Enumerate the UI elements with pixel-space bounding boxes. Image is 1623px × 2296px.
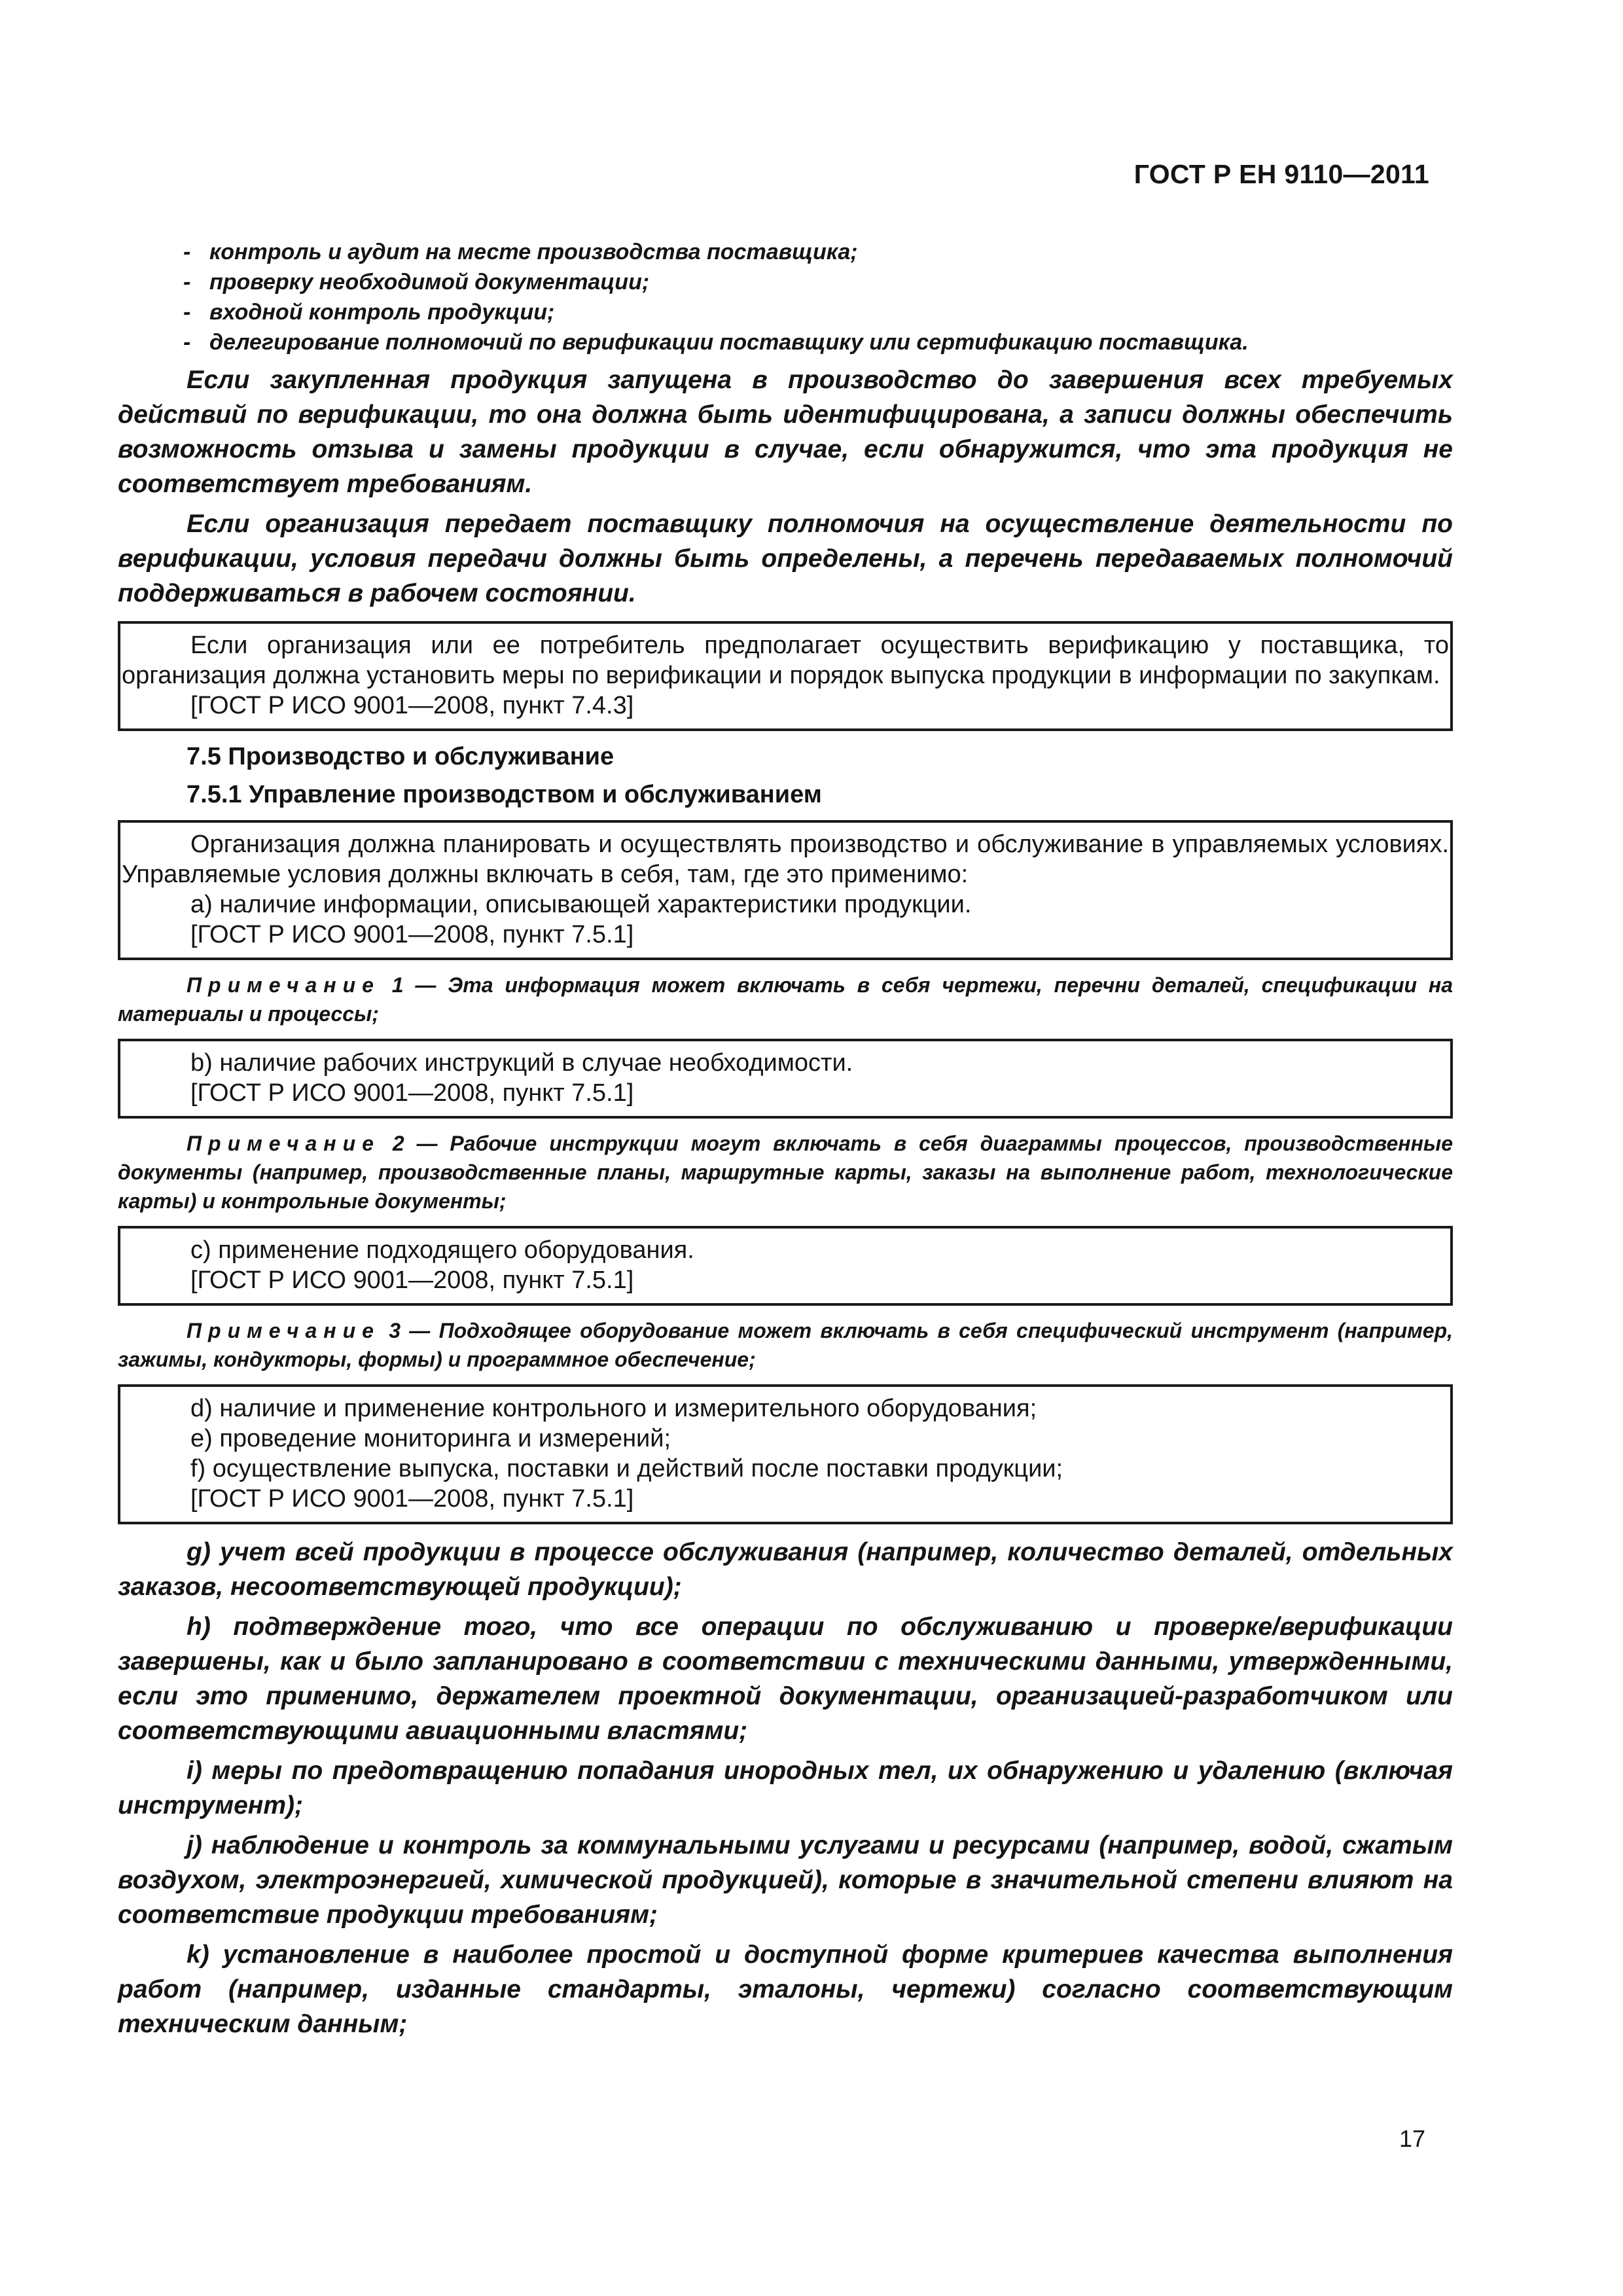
quoted-box-7-4-3 (118, 621, 1453, 731)
quoted-box-7-5-1-def (118, 1384, 1453, 1524)
item-j: j) наблюдение и контроль за коммунальными услугами и ресурсами (например, водой, сжатым воздухом, электроэнергией, химической продукцией), которые в значительной степени влияют на соответствие продукции требованиям; (118, 1831, 1453, 1929)
quoted-text: Если организация или ее потребитель предполагает осуществить верификацию у поставщика, то организация должна установить меры по верификации и порядок выпуска продукции в информации по закупкам. (122, 632, 1449, 689)
quoted-box-7-5-1-c (118, 1226, 1453, 1306)
quoted-box-7-5-1-a (118, 820, 1453, 960)
page-content (118, 237, 1453, 2041)
document-code-header: ГОСТ Р ЕН 9110—2011 (1133, 159, 1429, 189)
standard-reference: [ГОСТ Р ИСО 9001—2008, пункт 7.5.1] (190, 1485, 634, 1513)
item-h: h) подтверждение того, что все операции по обслуживанию и проверке/верификации завершены, как и было запланировано в соответствии с техническими данными, утвержденными, если это применимо, держателем проектной документации, организацией-разработчиком или соответствующими авиационными властями; (118, 1613, 1453, 1745)
standard-reference: [ГОСТ Р ИСО 9001—2008, пункт 7.5.1] (190, 921, 634, 948)
note-text: — Эта информация может включать в себя чертежи, перечни деталей, спецификации на материалы и процессы; (118, 973, 1454, 1026)
list-item: - входной контроль продукции; (183, 300, 555, 325)
section-heading-7-5-1: 7.5.1 Управление производством и обслуживанием (187, 781, 822, 808)
note-text: — Рабочие инструкции могут включать в себя диаграммы процессов, производственные документы (например, производственные планы, маршрутные карты, заказы на выполнение работ, технологические карты) и контрольные документы; (118, 1132, 1454, 1213)
item-i: i) меры по предотвращению попадания инородных тел, их обнаружению и удалению (включая инструмент); (118, 1757, 1453, 1820)
paragraph-delegation: Если организация передает поставщику полномочия на осуществление деятельности по верификации, условия передачи должны быть определены, а перечень передаваемых полномочий поддерживаться в рабочем состоянии. (118, 510, 1453, 607)
note-label: Примечание (187, 973, 380, 997)
item-b: b) наличие рабочих инструкций в случае необходимости. (190, 1049, 853, 1077)
note-number: 1 (391, 973, 404, 997)
note-1 (118, 971, 1453, 1028)
standard-reference: [ГОСТ Р ИСО 9001—2008, пункт 7.5.1] (190, 1079, 634, 1107)
standard-reference: [ГОСТ Р ИСО 9001—2008, пункт 7.4.3] (190, 692, 634, 719)
list-item: - делегирование полномочий по верификации поставщику или сертификацию поставщика. (183, 330, 1249, 355)
paragraph-released-product: Если закупленная продукция запущена в производство до завершения всех требуемых действий по верификации, то она должна быть идентифицирована, а записи должны обеспечить возможность отзыва и замены продукции в случае, если обнаружится, что эта продукция не соответствует требованиям. (118, 366, 1453, 498)
quoted-text: Организация должна планировать и осуществлять производство и обслуживание в управляемых условиях. Управляемые условия должны включать в себя, там, где это применимо: (122, 831, 1449, 888)
list-item: - проверку необходимой документации; (183, 270, 650, 295)
item-c: c) применение подходящего оборудования. (190, 1236, 694, 1264)
note-text: — Подходящее оборудование может включать в себя специфический инструмент (например, зажимы, кондукторы, формы) и программное обеспечение; (118, 1319, 1454, 1371)
item-d: d) наличие и применение контрольного и измерительного оборудования; (190, 1395, 1037, 1422)
quoted-box-7-5-1-b (118, 1039, 1453, 1119)
verification-methods-list (118, 237, 1453, 357)
note-2 (118, 1129, 1453, 1215)
list-item: - контроль и аудит на месте производства поставщика; (183, 240, 858, 264)
section-heading-7-5: 7.5 Производство и обслуживание (187, 743, 615, 770)
note-label: Примечание (187, 1319, 380, 1342)
note-label: Примечание (187, 1132, 380, 1155)
item-a: a) наличие информации, описывающей характеристики продукции. (190, 891, 972, 918)
item-g: g) учет всей продукции в процессе обслуживания (например, количество деталей, отдельных заказов, несоответствующей продукции); (118, 1538, 1453, 1601)
item-e: e) проведение мониторинга и измерений; (190, 1425, 671, 1452)
item-f: f) осуществление выпуска, поставки и действий после поставки продукции; (190, 1455, 1063, 1482)
item-k: k) установление в наиболее простой и доступной форме критериев качества выполнения работ (например, изданные стандарты, эталоны, чертежи) согласно соответствующим техническим данным; (118, 1941, 1453, 2038)
note-number: 3 (389, 1319, 401, 1342)
page-number: 17 (1399, 2125, 1425, 2152)
note-3 (118, 1316, 1453, 1374)
standard-reference: [ГОСТ Р ИСО 9001—2008, пункт 7.5.1] (190, 1266, 634, 1294)
note-number: 2 (392, 1132, 404, 1155)
